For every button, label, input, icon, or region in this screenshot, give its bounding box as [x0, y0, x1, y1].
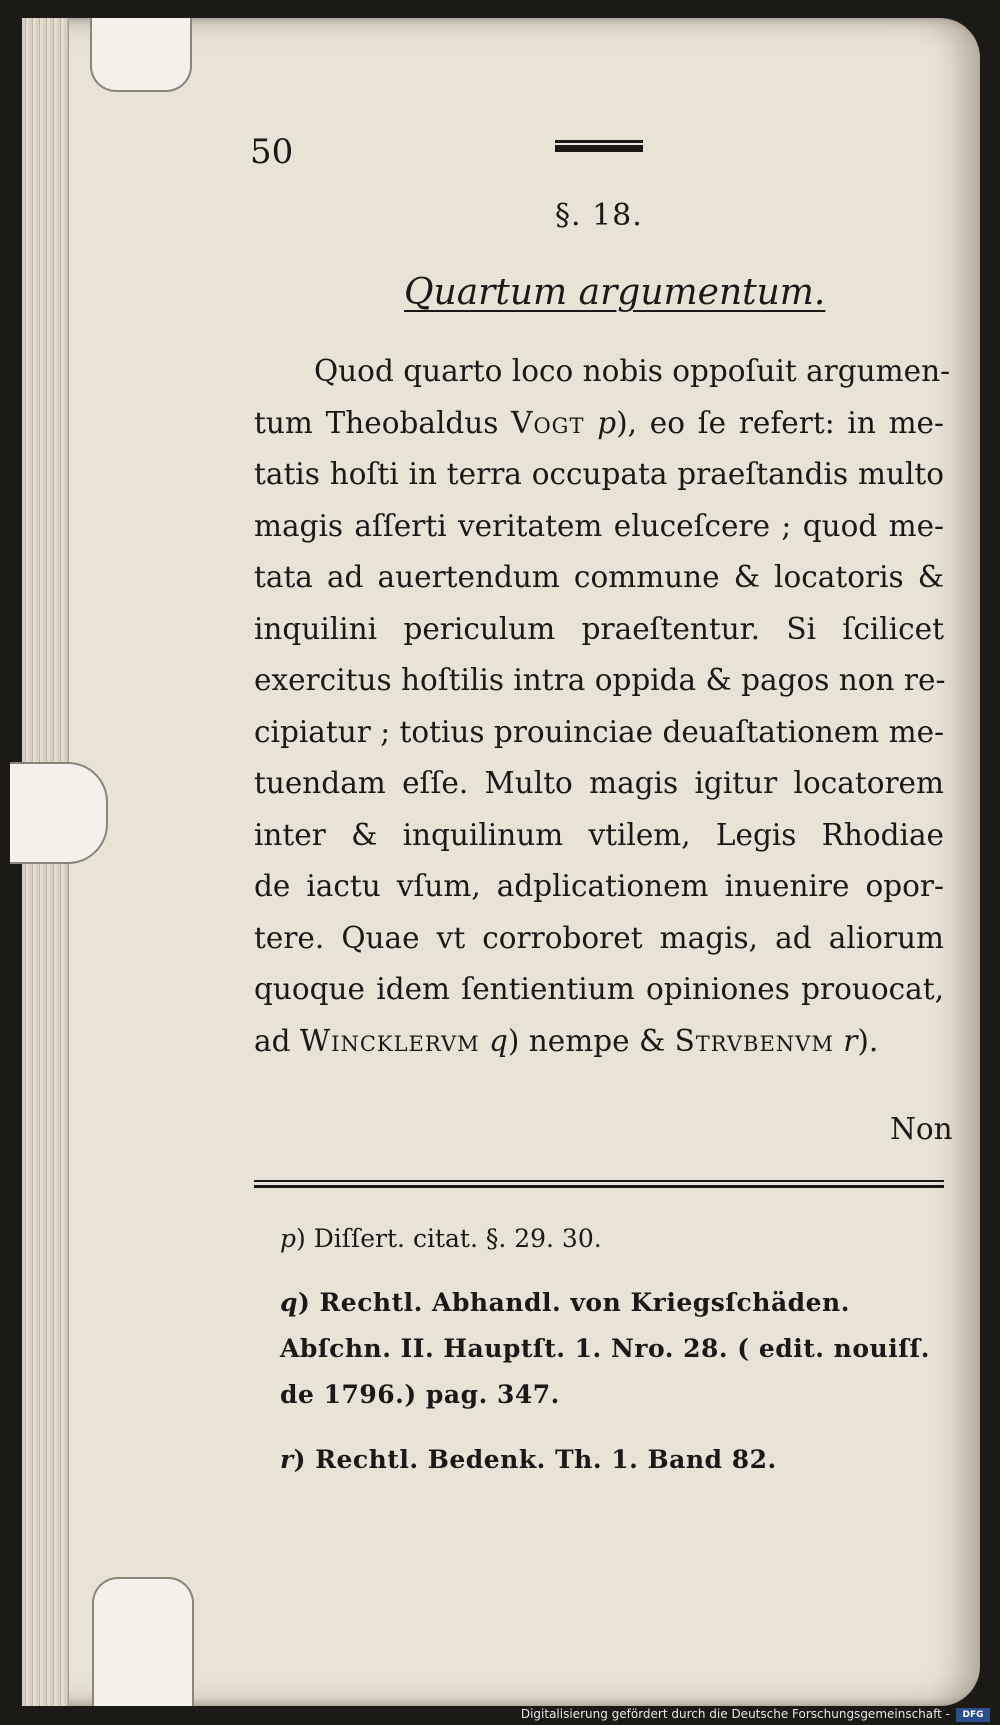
section-heading: §. 18. — [555, 198, 643, 233]
footnote-text: ) Diſſert. citat. §. 29. 30. — [296, 1224, 602, 1253]
footnote-mark: p — [280, 1224, 297, 1253]
body-line: tum Theobaldus Vogt p), eo ſe refert: in me- — [254, 405, 944, 440]
body-line: magis aſſerti veritatem eluceſcere ; quod me- — [254, 508, 944, 543]
footnote-p — [280, 1216, 602, 1262]
footnote-mark: q — [280, 1288, 298, 1317]
chapter-title — [404, 272, 825, 313]
body-line: exercitus hoſtilis intra oppida & pagos non re- — [254, 663, 946, 697]
header-rule — [555, 140, 643, 152]
author-name: Wincklervm — [299, 1023, 480, 1058]
dfg-logo: DFG — [956, 1708, 990, 1722]
author-name: Vogt — [511, 405, 585, 440]
footnote-r — [280, 1437, 777, 1483]
body-line: tatis hoſti in terra occupata praeſtandis multo — [254, 457, 944, 491]
footnote-mark: r — [280, 1445, 294, 1474]
page-number: 50 — [250, 132, 294, 172]
footnote-q — [280, 1280, 950, 1418]
body-text — [254, 346, 951, 1067]
footnote-ref: r — [843, 1023, 858, 1058]
author-name: Strvbenvm — [674, 1023, 834, 1058]
footnote-text: ) Rechtl. Bedenk. Th. 1. Band 82. — [293, 1445, 777, 1474]
body-line: ad Wincklervm q) nempe & Strvbenvm r). — [254, 1023, 879, 1058]
body-line: tere. Quae vt corroboret magis, ad aliorum — [254, 920, 944, 955]
body-line: tuendam eſſe. Multo magis igitur locatorem — [254, 766, 944, 800]
footnote-text: ) Rechtl. Abhandl. von Kriegsſchäden. Abſchn. II. Hauptſt. 1. Nro. 28. ( edit. nouiſſ. de 1796.) pag. 347. — [280, 1288, 930, 1409]
body-line: de iactu vſum, adplicationem inuenire opor- — [254, 869, 944, 903]
body-line: cipiatur ; totius prouinciae deuaſtationem me- — [254, 714, 945, 749]
footnote-ref: p — [597, 405, 617, 440]
catchword: Non — [890, 1112, 953, 1146]
body-line: quoque idem ſentientium opiniones prouocat, — [254, 972, 944, 1006]
body-line: inquilini periculum praeſtentur. Si ſcilicet — [254, 611, 944, 646]
book-clip-top — [90, 18, 192, 92]
book-clip-bottom — [92, 1577, 194, 1707]
body-line: inter & inquilinum vtilem, Legis Rhodiae — [254, 817, 944, 852]
chapter-title-text: Quartum argumentum. — [404, 272, 826, 313]
body-line: Quod quarto loco nobis oppoſuit argumen- — [314, 354, 951, 388]
footnote-rule — [254, 1180, 944, 1188]
book-clip-middle — [10, 762, 108, 864]
body-line: tata ad auertendum commune & locatoris & — [254, 560, 944, 594]
funding-credit: Digitalisierung gefördert durch die Deutsche Forschungsgemeinschaft - — [520, 1707, 950, 1721]
footnote-ref: q — [489, 1023, 508, 1058]
